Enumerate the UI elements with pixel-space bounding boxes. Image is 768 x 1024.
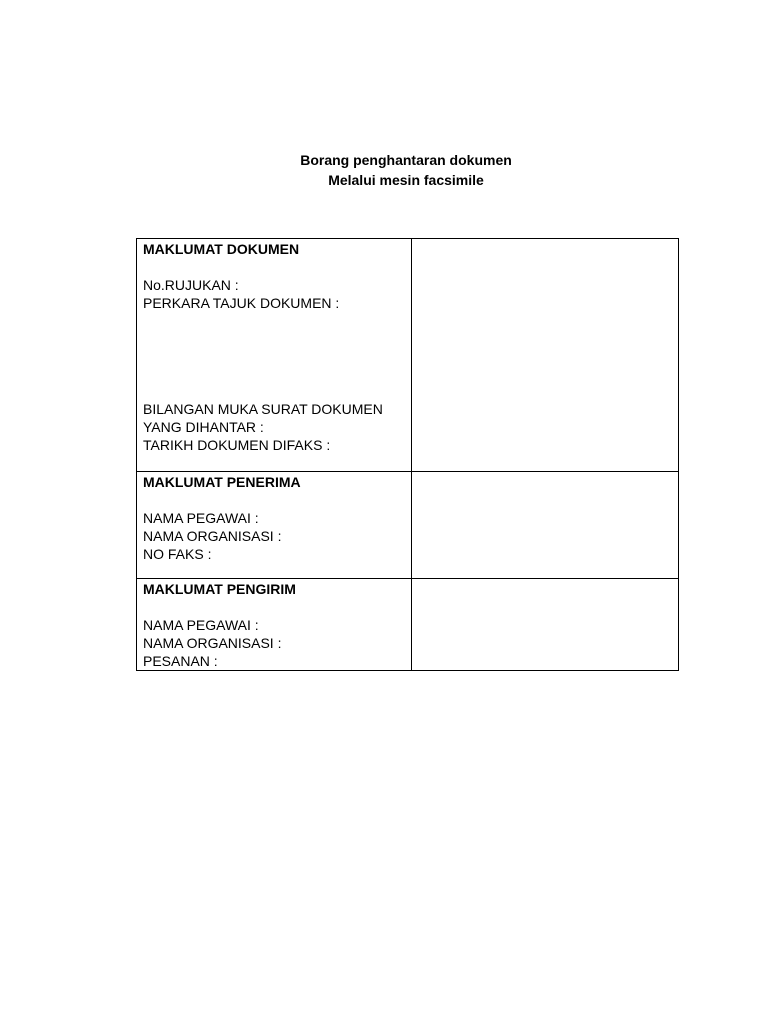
form-subtitle: Melalui mesin facsimile <box>328 172 484 188</box>
form-title: Borang penghantaran dokumen <box>300 152 512 168</box>
pengirim-value-cell[interactable] <box>412 579 679 671</box>
dokumen-label-cell <box>137 239 412 472</box>
section-row-dokumen <box>137 239 679 472</box>
field-label-perkara: PERKARA TAJUK DOKUMEN : <box>143 295 340 311</box>
field-label-bilangan-line1: BILANGAN MUKA SURAT DOKUMEN <box>143 401 383 417</box>
penerima-label-cell <box>137 472 412 579</box>
field-label-pengirim-nama-pegawai: NAMA PEGAWAI : <box>143 617 259 633</box>
section-heading-pengirim: MAKLUMAT PENGIRIM <box>143 581 296 597</box>
fax-form-table <box>136 238 679 671</box>
field-label-bilangan-line2: YANG DIHANTAR : <box>143 419 264 435</box>
dokumen-value-cell[interactable] <box>412 239 679 472</box>
section-row-penerima <box>137 472 679 579</box>
pengirim-label-cell <box>137 579 412 671</box>
section-heading-penerima: MAKLUMAT PENERIMA <box>143 474 301 490</box>
field-label-tarikh: TARIKH DOKUMEN DIFAKS : <box>143 437 331 453</box>
field-label-no-faks: NO FAKS : <box>143 546 212 562</box>
section-heading-dokumen: MAKLUMAT DOKUMEN <box>143 241 300 257</box>
field-label-pesanan: PESANAN : <box>143 653 218 669</box>
field-label-penerima-nama-organisasi: NAMA ORGANISASI : <box>143 528 282 544</box>
section-row-pengirim <box>137 579 679 671</box>
field-label-pengirim-nama-organisasi: NAMA ORGANISASI : <box>143 635 282 651</box>
field-label-penerima-nama-pegawai: NAMA PEGAWAI : <box>143 510 259 526</box>
penerima-value-cell[interactable] <box>412 472 679 579</box>
field-label-rujukan: No.RUJUKAN : <box>143 277 239 293</box>
